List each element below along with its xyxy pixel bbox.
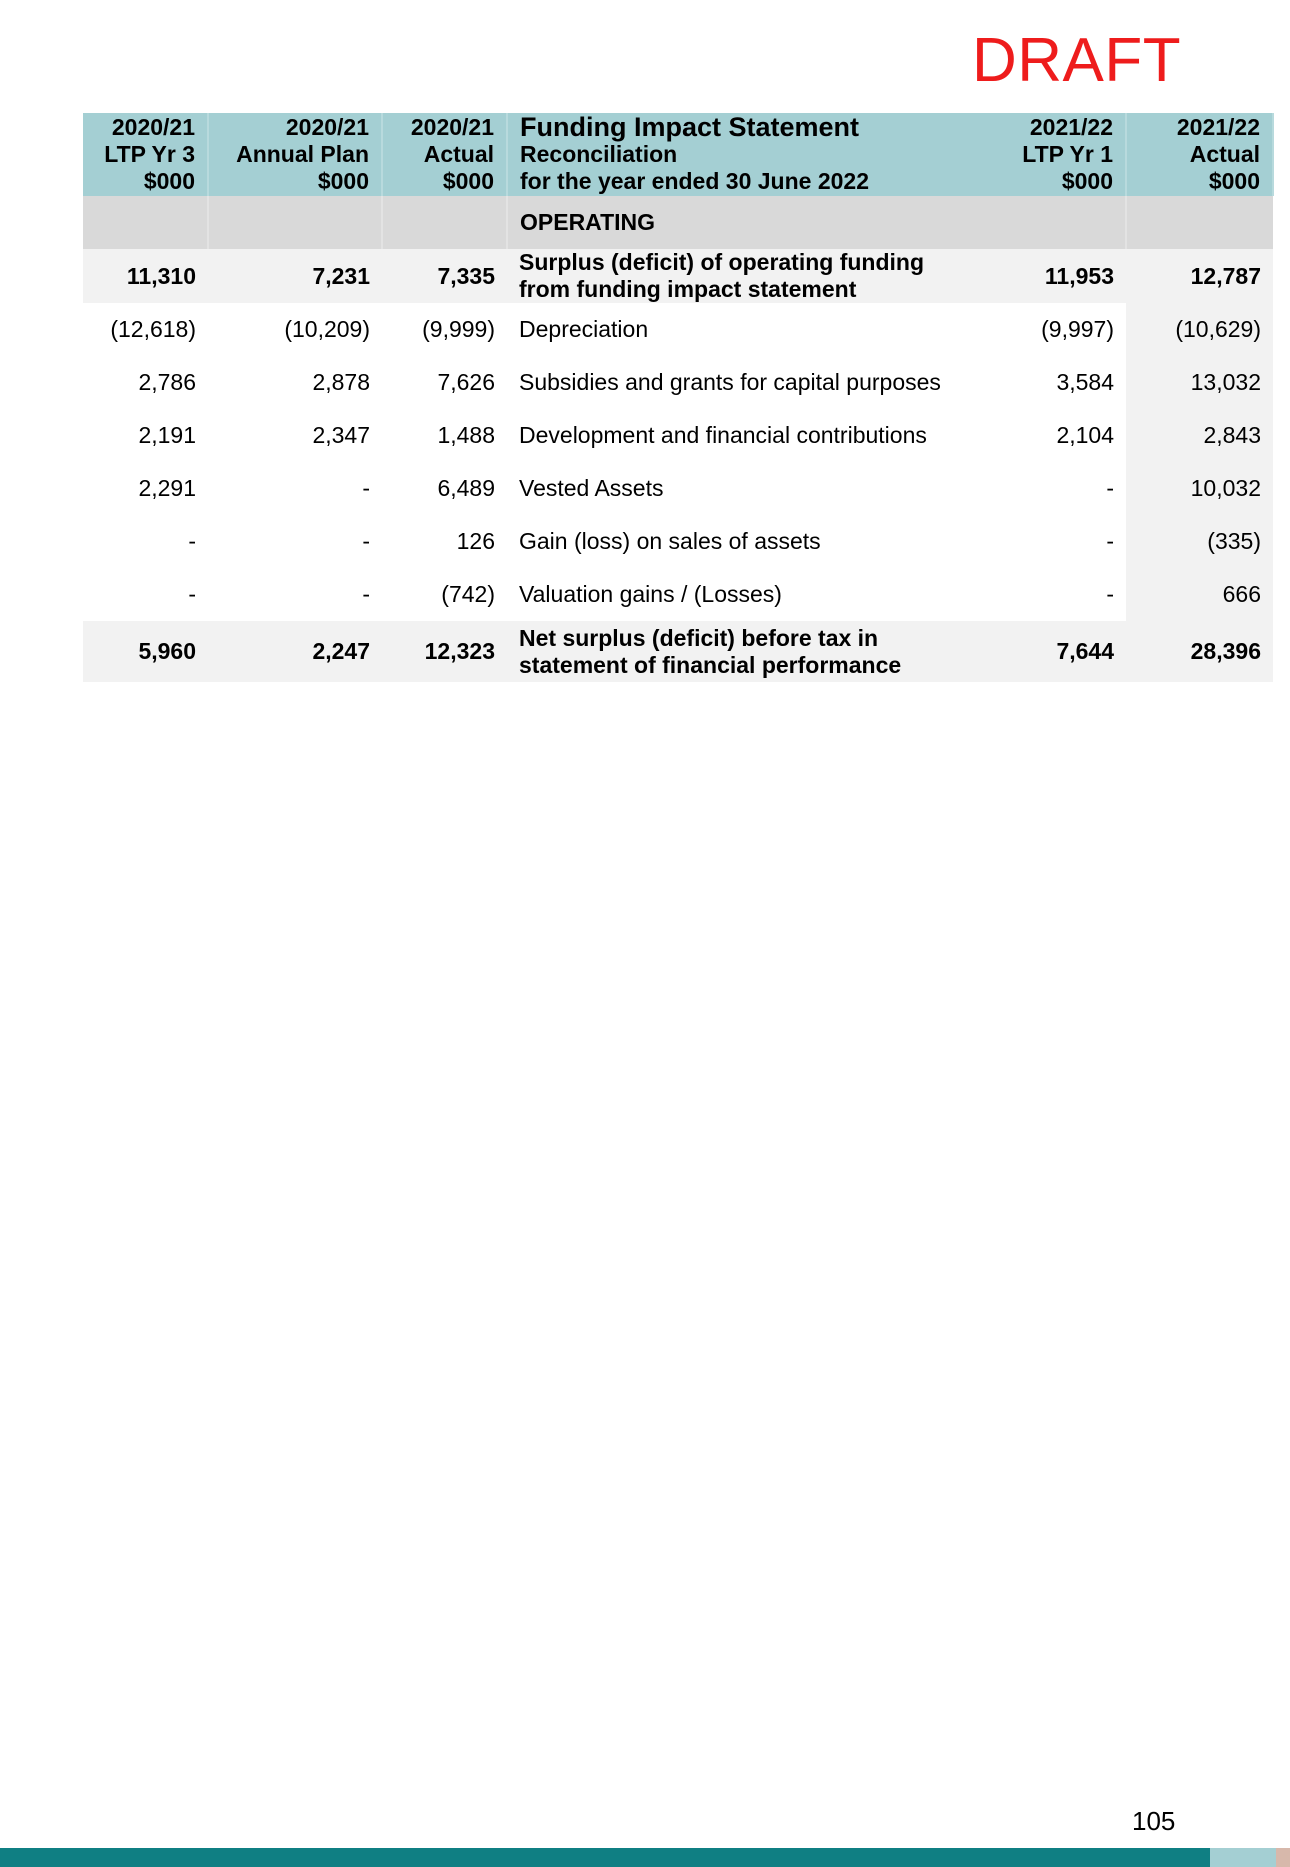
header-2020-21-ltp-yr3: 2020/21 LTP Yr 3 $000 — [83, 113, 208, 196]
draft-watermark: DRAFT — [972, 26, 1182, 95]
statement-period: for the year ended 30 June 2022 — [520, 168, 869, 194]
header-2021-22-actual: 2021/22 Actual $000 — [1126, 113, 1273, 196]
statement-title: Funding Impact Statement — [520, 112, 860, 142]
table-row: - - (742) Valuation gains / (Losses) - 666 — [83, 568, 1273, 621]
table-row: 11,310 7,231 7,335 Surplus (deficit) of operating funding from funding impact statement 11,953 12,787 — [83, 249, 1273, 303]
header-2020-21-annual-plan: 2020/21 Annual Plan $000 — [208, 113, 382, 196]
footer-bar — [0, 1848, 1210, 1867]
section-row-operating — [83, 196, 1273, 249]
table-row: 2,786 2,878 7,626 Subsidies and grants for capital purposes 3,584 13,032 — [83, 356, 1273, 409]
section-label: OPERATING — [507, 196, 992, 249]
footer-bar-light-segment — [1210, 1848, 1276, 1867]
funding-impact-reconciliation-table — [83, 113, 1274, 682]
table-title — [507, 113, 992, 196]
header-2020-21-actual: 2020/21 Actual $000 — [382, 113, 507, 196]
table-header-row — [83, 113, 1273, 196]
statement-subtitle: Reconciliation — [520, 141, 678, 167]
footer-bar-accent-segment — [1276, 1848, 1290, 1867]
table-total-row: 5,960 2,247 12,323 Net surplus (deficit) before tax in statement of financial performance 7,644 28,396 — [83, 621, 1273, 682]
table-row: - - 126 Gain (loss) on sales of assets - (335) — [83, 515, 1273, 568]
table-row: 2,191 2,347 1,488 Development and financial contributions 2,104 2,843 — [83, 409, 1273, 462]
table-row: 2,291 - 6,489 Vested Assets - 10,032 — [83, 462, 1273, 515]
table-row: (12,618) (10,209) (9,999) Depreciation (9,997) (10,629) — [83, 303, 1273, 356]
page-number: 105 — [1132, 1806, 1176, 1836]
header-2021-22-ltp-yr1: 2021/22 LTP Yr 1 $000 — [992, 113, 1126, 196]
